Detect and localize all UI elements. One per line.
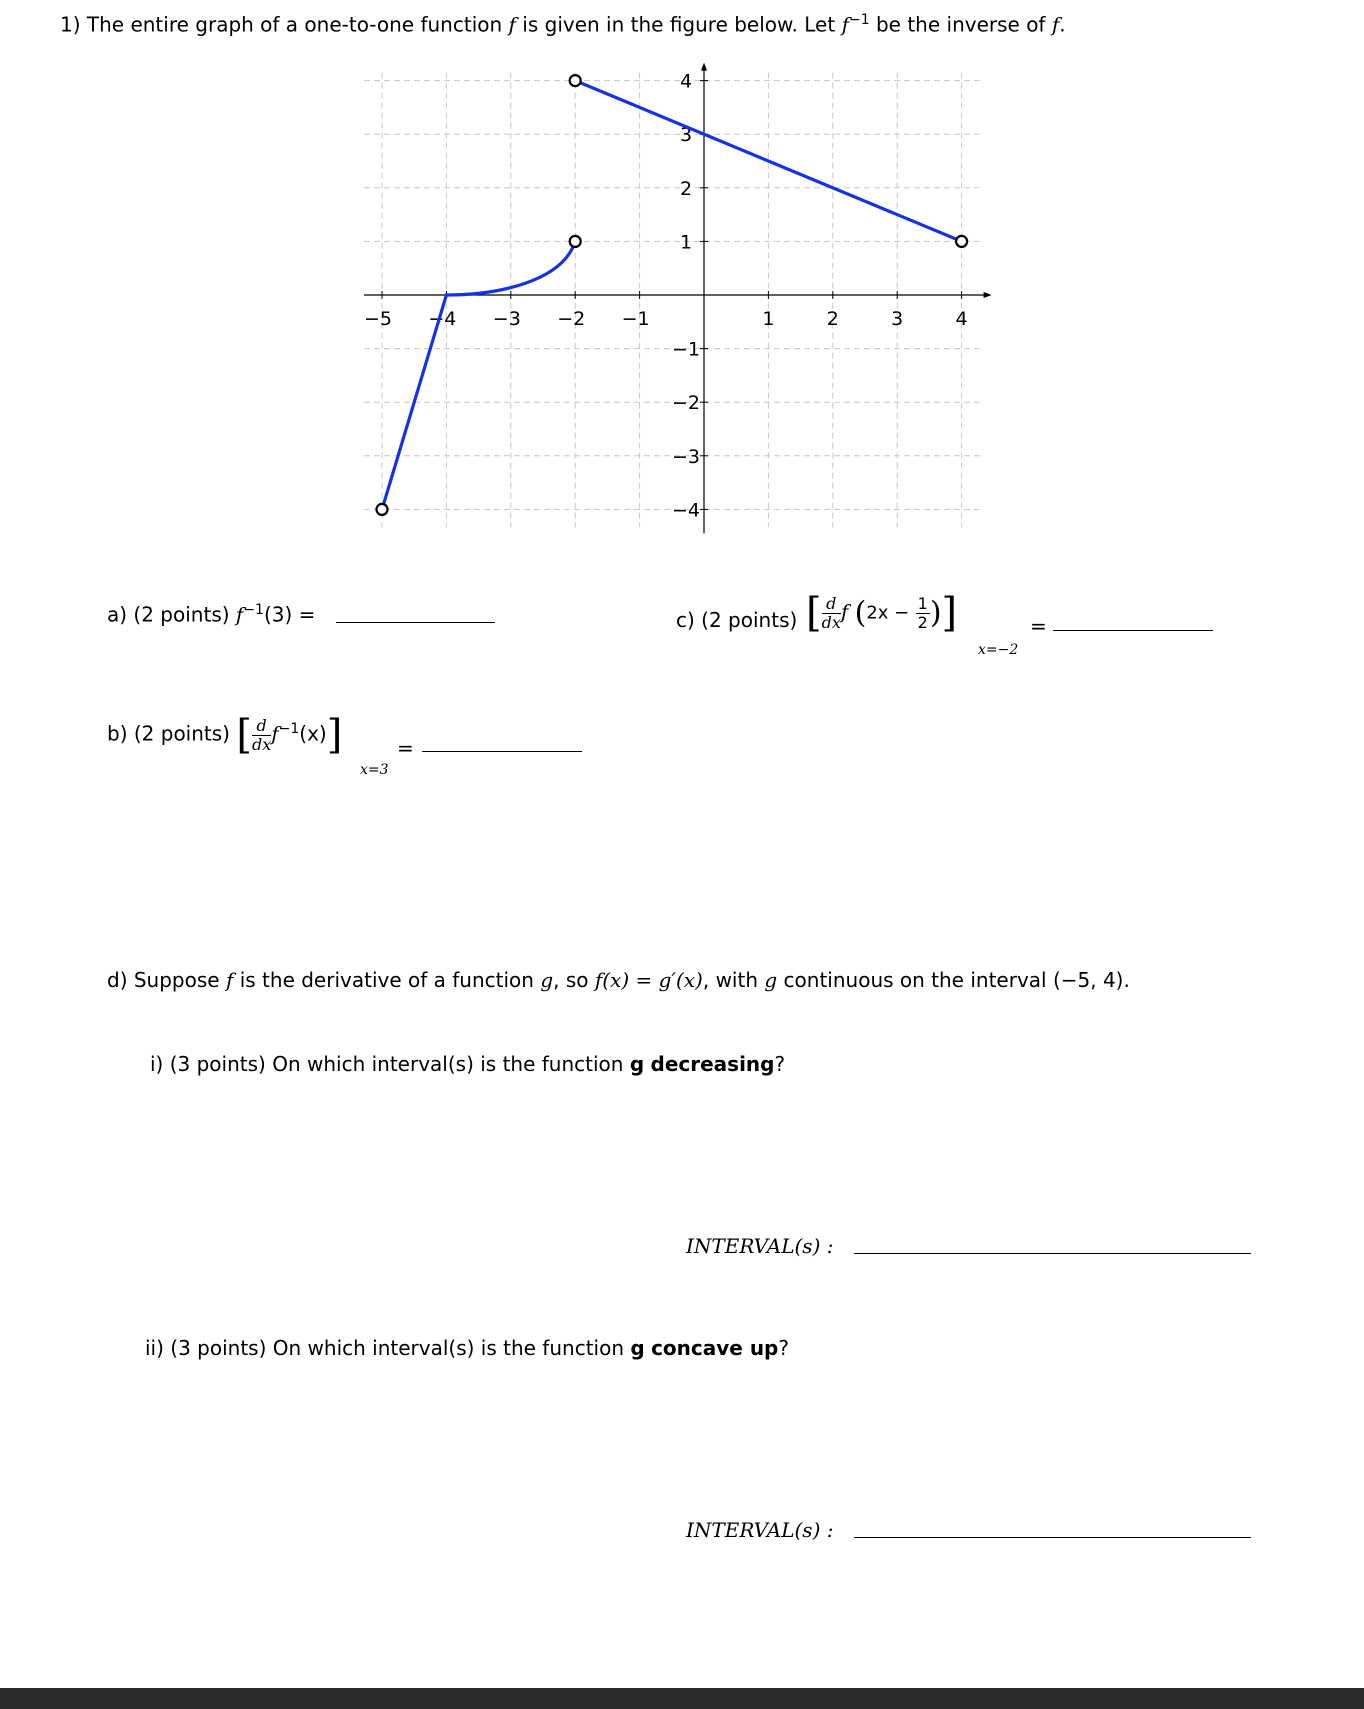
part-c-answer-line[interactable] <box>1053 630 1213 631</box>
x-tick-label: −3 <box>492 308 521 330</box>
part-d-ii <box>145 1336 789 1360</box>
c-bracket-left: [ <box>806 590 822 636</box>
part-b-eval: x=3 <box>360 762 389 778</box>
part-b-points: (2 points) <box>133 721 230 746</box>
part-b-arg: (x) <box>299 721 327 746</box>
part-c-eval: x=−2 <box>978 642 1019 658</box>
intro-text: The entire graph of a one-to-one function <box>86 12 503 37</box>
part-b-label: b) <box>107 721 128 746</box>
x-tick-label: 2 <box>826 308 839 330</box>
part-d-label: d) <box>107 968 128 992</box>
part-d-text5: continuous on the interval <box>783 968 1047 992</box>
intro-end: be the inverse of <box>875 12 1046 37</box>
x-tick-label: 3 <box>891 308 904 330</box>
x-tick-label: −1 <box>621 308 650 330</box>
y-tick-label: −2 <box>671 392 701 415</box>
part-c-equals: = <box>1030 614 1047 638</box>
y-tick-label: −4 <box>671 499 701 522</box>
y-tick-label: 4 <box>679 70 693 93</box>
part-b-answer-line[interactable] <box>422 751 582 752</box>
c-frac-den: 2 <box>917 612 928 632</box>
part-d-text3: , so <box>553 968 589 992</box>
deriv-dx: dx <box>251 734 272 754</box>
part-d-eq: f(x) = g′(x) <box>594 968 703 992</box>
x-tick-label: −5 <box>363 308 393 330</box>
c-deriv-dx: dx <box>821 612 841 632</box>
bottom-bar <box>0 1688 1364 1709</box>
part-c <box>676 608 797 632</box>
function-graph <box>0 0 1364 540</box>
open-endpoint <box>956 236 967 247</box>
part-a <box>107 602 315 627</box>
d-i-question: On which interval(s) is the function <box>272 1052 624 1076</box>
c-deriv-d: d <box>822 596 841 614</box>
c-bracket-right: ] <box>941 590 958 636</box>
part-d-f: f <box>225 968 234 992</box>
part-d-g2: g <box>764 968 778 992</box>
finv-base: f <box>841 12 849 37</box>
d-ii-g: g <box>630 1336 645 1360</box>
c-paren-right: ) <box>929 595 942 631</box>
part-b-exp: −1 <box>278 720 300 737</box>
bracket-right: ] <box>326 712 343 758</box>
d-i-label: i) <box>150 1052 164 1076</box>
open-endpoint <box>570 75 581 86</box>
part-c-label: c) <box>676 608 695 632</box>
y-tick-label: −1 <box>671 338 701 361</box>
part-d <box>107 968 1130 992</box>
x-tick-label: −4 <box>428 308 457 330</box>
part-b-f: f <box>271 721 279 746</box>
d-i-end: ? <box>774 1052 786 1076</box>
d-ii-question: On which interval(s) is the function <box>272 1336 625 1360</box>
d-i-answer-line[interactable] <box>854 1253 1251 1254</box>
part-b-equals: = <box>397 736 414 760</box>
d-i-g: g <box>629 1052 645 1076</box>
deriv-d: d <box>252 718 271 736</box>
bracket-left: [ <box>236 712 252 758</box>
y-tick-label: 1 <box>679 231 693 254</box>
x-tick-label: 4 <box>955 308 968 330</box>
d-ii-label: ii) <box>145 1336 164 1360</box>
part-a-points: (2 points) <box>133 602 230 627</box>
part-d-period: . <box>1123 968 1130 992</box>
finv-exp: −1 <box>848 12 870 28</box>
intro-period: . <box>1059 12 1066 37</box>
y-tick-label: 3 <box>679 124 693 147</box>
intro-end-f: f <box>1051 12 1060 37</box>
intro-mid: is given in the figure below. Let <box>522 12 836 37</box>
d-i-answer-label: INTERVAL(s) : <box>686 1234 834 1258</box>
open-endpoint <box>377 504 388 515</box>
part-d-text2: is the derivative of a function <box>239 968 534 992</box>
part-d-i <box>150 1052 785 1076</box>
d-ii-answer-line[interactable] <box>854 1537 1251 1538</box>
d-ii-points: (3 points) <box>170 1336 267 1360</box>
y-axis-arrow-icon <box>701 63 707 71</box>
part-c-expr <box>806 590 957 636</box>
part-c-inner: 2x − <box>866 602 910 624</box>
x-tick-label: −2 <box>557 308 586 330</box>
x-tick-label: 1 <box>762 308 775 330</box>
part-a-label: a) <box>107 602 128 627</box>
d-ii-keyword: concave up <box>651 1336 779 1360</box>
part-b <box>107 712 342 758</box>
d-ii-answer-label: INTERVAL(s) : <box>686 1518 834 1542</box>
d-i-keyword: decreasing <box>650 1052 775 1076</box>
c-frac-num: 1 <box>917 593 928 613</box>
y-tick-label: −3 <box>671 445 701 468</box>
c-paren-left: ( <box>854 595 867 631</box>
part-d-text4: , with <box>702 968 759 992</box>
part-d-g: g <box>540 968 554 992</box>
x-axis-arrow-icon <box>984 292 992 298</box>
part-d-text1: Suppose <box>133 968 220 992</box>
open-endpoint <box>570 236 581 247</box>
part-d-interval: (−5, 4) <box>1052 968 1124 992</box>
part-a-exp: −1 <box>243 602 264 618</box>
part-a-arg: (3) = <box>263 602 316 627</box>
part-c-f: f <box>840 599 849 624</box>
part-a-answer-line[interactable] <box>336 622 495 623</box>
d-i-points: (3 points) <box>169 1052 266 1076</box>
d-ii-end: ? <box>778 1336 789 1360</box>
part-c-points: (2 points) <box>701 608 798 632</box>
f-symbol: f <box>508 12 516 37</box>
part-a-f: f <box>235 602 244 627</box>
problem-number: 1) <box>60 12 81 37</box>
y-tick-label: 2 <box>679 177 693 200</box>
